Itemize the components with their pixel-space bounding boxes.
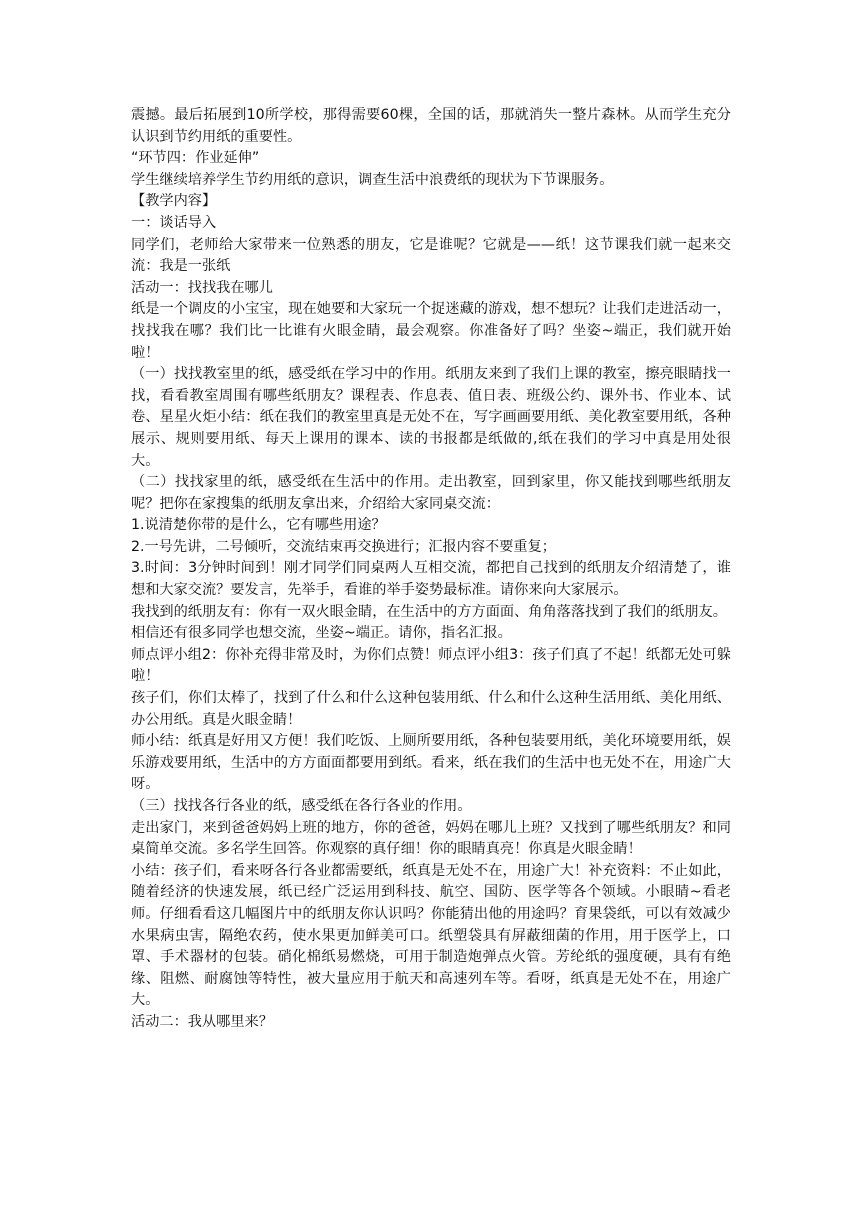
paragraph: 活动二：我从哪里来？ bbox=[131, 1013, 273, 1030]
paragraph: 师小结：纸真是好用又方便！我们吃饭、上厕所要用纸，各种包装要用纸，美化环境要用纸，娱乐游戏要用纸，生活中的方方面面都要用到纸。看来，纸在我们的生活中也无处不在，用途广大呀。 bbox=[131, 733, 731, 793]
paragraph: 孩子们，你们太棒了，找到了什么和什么这种包装用纸、什么和什么这种生活用纸、美化用纸、办公用纸。真是火眼金睛！ bbox=[131, 690, 731, 728]
list-item: 1.说清楚你带的是什么，它有哪些用途？ bbox=[131, 517, 386, 534]
paragraph: 我找到的纸朋友有：你有一双火眼金睛，在生活中的方方面面、角角落落找到了我们的纸朋友。 bbox=[131, 603, 727, 620]
paragraph: 相信还有很多同学也想交流，坐姿~端正。请你，指名汇报。 bbox=[131, 625, 512, 642]
paragraph: （二）找找家里的纸，感受纸在生活中的作用。走出教室，回到家里，你又能找到哪些纸朋友呢？把你在家搜集的纸朋友拿出来，介绍给大家同桌交流： bbox=[131, 474, 731, 512]
paragraph: 走出家门，来到爸爸妈妈上班的地方，你的爸爸，妈妈在哪儿上班？又找到了哪些纸朋友？和同桌简单交流。多名学生回答。你观察的真仔细！你的眼睛真亮！你真是火眼金睛！ bbox=[131, 819, 731, 858]
list-item: 3.时间：3分钟时间到！刚才同学们同桌两人互相交流，都把自己找到的纸朋友介绍清楚了，谁想和大家交流？要发言，先举手，看谁的举手姿势最标准。请你来向大家展示。 bbox=[131, 560, 731, 599]
list-item: 2.一号先讲，二号倾听，交流结束再交换进行；汇报内容不要重复； bbox=[131, 538, 556, 555]
paragraph: （一）找找教室里的纸，感受纸在学习中的作用。纸朋友来到了我们上课的教室，擦亮眼睛找一找，看看教室周围有哪些纸朋友？课程表、作息表、值日表、班级公约、课外书、作业本、试卷、星星火炬小结：纸在我们的教室里真是无处不在，写字画画要用纸、美化教室要用纸，各种展示、规则要用纸、每天上课用的课本、读的书报都是纸做的,纸在我们的学习中真是用处很大。 bbox=[131, 366, 731, 469]
paragraph: “环节四：作业延伸” bbox=[131, 150, 260, 167]
document-body bbox=[131, 105, 731, 1034]
paragraph: 震撼。最后拓展到10所学校，那得需要60棵，全国的话，那就消失一整片森林。从而学生充分认识到节约用纸的重要性。 bbox=[131, 107, 731, 145]
section-heading: 【教学内容】 bbox=[131, 193, 217, 210]
paragraph: （三）找找各行各业的纸，感受纸在各行各业的作用。 bbox=[131, 798, 472, 814]
paragraph: 学生继续培养学生节约用纸的意识，调查生活中浪费纸的现状为下节课服务。 bbox=[131, 171, 614, 188]
paragraph: 一：谈话导入 bbox=[131, 214, 217, 231]
paragraph: 活动一：找找我在哪儿 bbox=[131, 279, 273, 296]
paragraph: 纸是一个调皮的小宝宝，现在她要和大家玩一个捉迷藏的游戏，想不想玩？让我们走进活动一，找找我在哪？我们比一比谁有火眼金睛，最会观察。你准备好了吗？坐姿~端正，我们就开始啦！ bbox=[131, 301, 731, 361]
paragraph: 师点评小组2：你补充得非常及时，为你们点赞！师点评小组3：孩子们真了不起！纸都无处可躲啦！ bbox=[131, 646, 731, 685]
paragraph: 同学们，老师给大家带来一位熟悉的朋友，它是谁呢？它就是——纸！这节课我们就一起来交流：我是一张纸 bbox=[131, 236, 731, 275]
paragraph: 小结：孩子们，看来呀各行各业都需要纸，纸真是无处不在，用途广大！补充资料：不止如此，随着经济的快速发展，纸已经广泛运用到科技、航空、国防、医学等各个领域。小眼睛~看老师。仔细看看这几幅图片中的纸朋友你认识吗？你能猜出他的用途吗？育果袋纸，可以有效减少水果病虫害，隔绝农药，使水果更加鲜美可口。纸塑袋具有屏蔽细菌的作用，用于医学上，口罩、手术器材的包装。硝化棉纸易燃烧，可用于制造炮弹点火管。芳纶纸的强度硬，具有有绝缘、阻燃、耐腐蚀等特性，被大量应用于航天和高速列车等。看呀，纸真是无处不在，用途广大。 bbox=[131, 862, 731, 1009]
